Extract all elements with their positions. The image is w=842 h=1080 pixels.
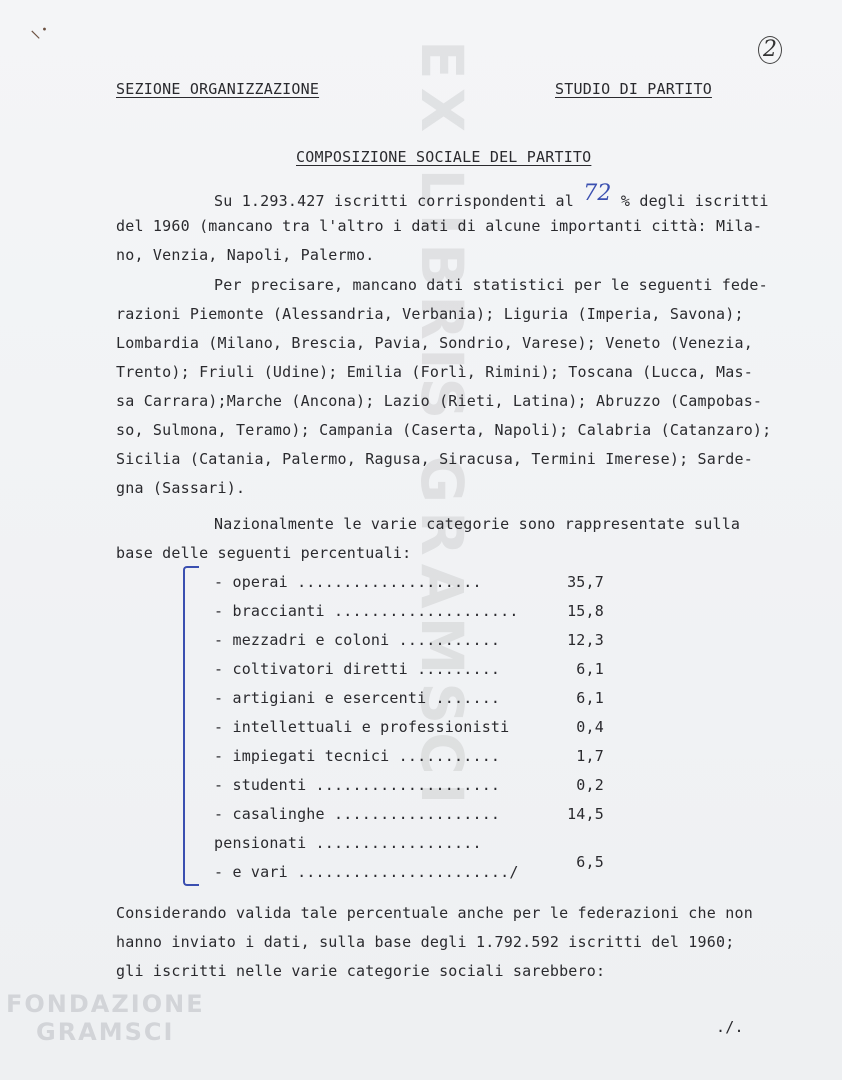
intro-line-1	[214, 181, 769, 212]
category-row	[214, 631, 604, 655]
category-row	[214, 805, 604, 829]
category-row	[214, 602, 604, 626]
margin-mark-icon: ⸜·	[30, 18, 48, 43]
category-row	[214, 718, 604, 742]
category-label: - artigiani e esercenti .......	[214, 689, 501, 707]
category-value: 6,1	[576, 660, 604, 678]
intro-text-pre: Su 1.293.427 iscritti corrispondenti al	[214, 192, 574, 210]
header-section: SEZIONE ORGANIZZAZIONE	[116, 80, 320, 98]
missing-line-7: Sicilia (Catania, Palermo, Ragusa, Siracusa, Termini Imerese); Sarde-	[116, 450, 753, 468]
missing-line-6: so, Sulmona, Teramo); Campania (Caserta, Napoli); Calabria (Catanzaro);	[116, 421, 772, 439]
intro-line-3: no, Venzia, Napoli, Palermo.	[116, 246, 375, 264]
category-row	[214, 747, 604, 771]
category-value: 15,8	[567, 602, 604, 620]
missing-line-4: Trento); Friuli (Udine); Emilia (Forlì, Rimini); Toscana (Lucca, Mas-	[116, 363, 753, 381]
category-label: - studenti ....................	[214, 776, 501, 794]
category-label: - mezzadri e coloni ...........	[214, 631, 501, 649]
fondazione-gramsci-logo	[6, 990, 205, 1046]
category-row	[214, 573, 604, 597]
missing-line-8: gna (Sassari).	[116, 479, 246, 497]
watermark-text: EX LIBRIS GRAMSCI	[408, 40, 476, 813]
category-row	[214, 776, 604, 800]
logo-line-2: GRAMSCI	[36, 1018, 175, 1046]
page-number: 2	[758, 36, 782, 64]
category-row-vari	[214, 853, 604, 887]
handwritten-bracket	[183, 566, 199, 886]
category-label: - impiegati tecnici ...........	[214, 747, 501, 765]
category-label: - operai ....................	[214, 573, 482, 591]
category-value: 0,4	[576, 718, 604, 736]
missing-line-3: Lombardia (Milano, Brescia, Pavia, Sondrio, Varese); Veneto (Venezia,	[116, 334, 753, 352]
document-title: COMPOSIZIONE SOCIALE DEL PARTITO	[296, 148, 592, 166]
category-row-pensionati	[214, 834, 604, 858]
category-row	[214, 689, 604, 713]
category-value: 6,5	[576, 853, 604, 871]
category-value: 12,3	[567, 631, 604, 649]
handwritten-percent: 72	[583, 181, 612, 206]
category-value: 14,5	[567, 805, 604, 823]
category-value: 1,7	[576, 747, 604, 765]
category-label: - intellettuali e professionisti	[214, 718, 510, 736]
category-label: pensionati ..................	[214, 834, 482, 852]
closing-line-1: Considerando valida tale percentuale anche per le federazioni che non	[116, 904, 753, 922]
logo-line-1: FONDAZIONE	[6, 990, 205, 1018]
category-label: - casalinghe ..................	[214, 805, 501, 823]
missing-line-5: sa Carrara);Marche (Ancona); Lazio (Rieti, Latina); Abruzzo (Campobas-	[116, 392, 763, 410]
header-study: STUDIO DI PARTITO	[555, 80, 712, 98]
category-row	[214, 660, 604, 684]
intro-line-2: del 1960 (mancano tra l'altro i dati di alcune importanti città: Mila-	[116, 217, 763, 235]
category-label: - braccianti ....................	[214, 602, 519, 620]
missing-line-1: Per precisare, mancano dati statistici per le seguenti fede-	[214, 276, 768, 294]
missing-line-2: razioni Piemonte (Alessandria, Verbania); Liguria (Imperia, Savona);	[116, 305, 744, 323]
category-label: - coltivatori diretti .........	[214, 660, 501, 678]
category-value: 35,7	[567, 573, 604, 591]
closing-line-2: hanno inviato i dati, sulla base degli 1.792.592 iscritti del 1960;	[116, 933, 735, 951]
continuation-mark: ./.	[716, 1018, 744, 1036]
category-value: 6,1	[576, 689, 604, 707]
national-line-2: base delle seguenti percentuali:	[116, 544, 412, 562]
category-label: - e vari ......................./	[214, 863, 519, 881]
category-value: 0,2	[576, 776, 604, 794]
national-line-1: Nazionalmente le varie categorie sono rappresentate sulla	[214, 515, 741, 533]
intro-text-post: % degli iscritti	[620, 192, 769, 210]
closing-line-3: gli iscritti nelle varie categorie sociali sarebbero:	[116, 962, 606, 980]
